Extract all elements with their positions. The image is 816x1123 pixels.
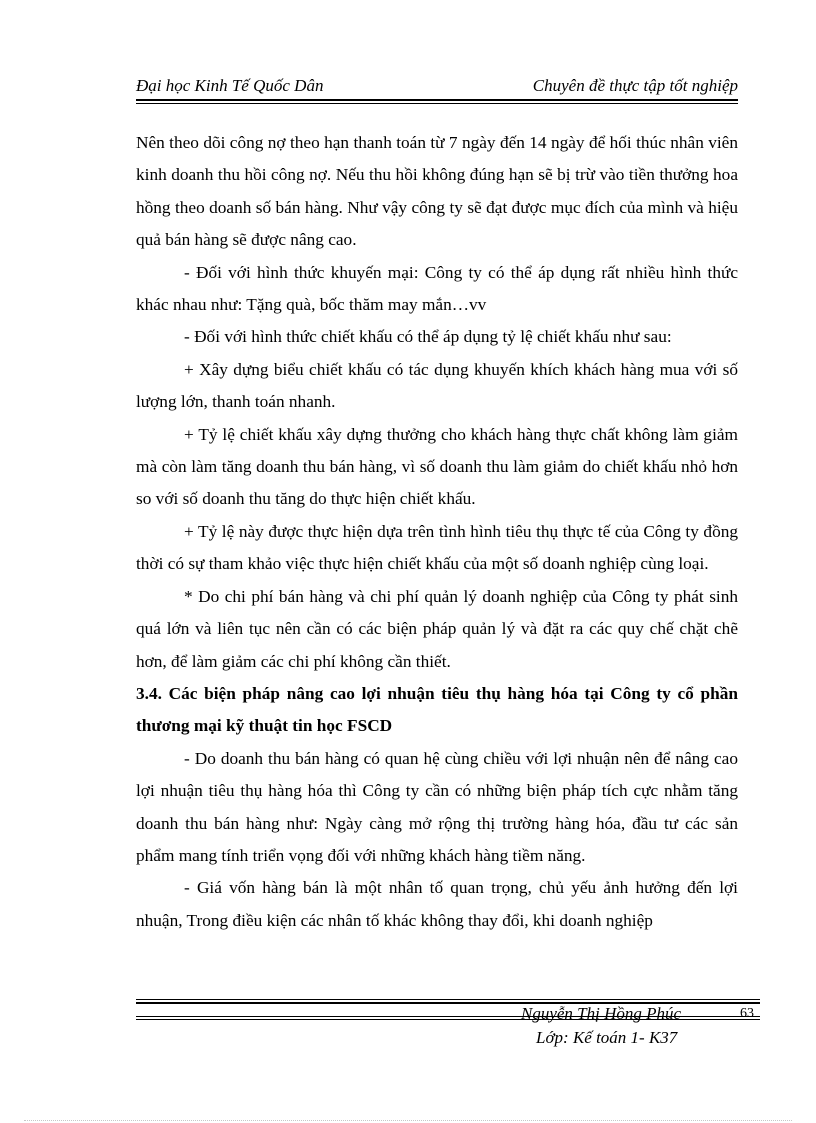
paragraph-discount-basis: + Tỷ lệ này được thực hiện dựa trên tình hình tiêu thụ thực tế của Công ty đồng thời có sự tham khảo việc thực hiện chiết khấu của một số doanh nghiệp cùng loại. bbox=[136, 521, 738, 574]
footer-author: Nguyễn Thị Hồng Phúc bbox=[521, 1004, 682, 1023]
header-report-title: Chuyên đề thực tập tốt nghiệp bbox=[532, 76, 738, 95]
paragraph-debt-tracking: Nên theo dõi công nợ theo hạn thanh toán từ 7 ngày đến 14 ngày để hối thúc nhân viên kinh doanh thu hồi công nợ. Nếu thu hồi không đúng hạn sẽ bị trừ vào tiền thưởng hoa hồng theo doanh số bán hàng. Như vậy công ty sẽ đạt được mục đích của mình và hiệu quả bán hàng sẽ được nâng cao. bbox=[136, 133, 738, 250]
page-header bbox=[136, 76, 738, 100]
document-body bbox=[136, 127, 738, 937]
paragraph-discount-schedule: + Xây dựng biểu chiết khấu có tác dụng khuyến khích khách hàng mua với số lượng lớn, thanh toán nhanh. bbox=[136, 359, 738, 412]
footer-rule bbox=[136, 999, 760, 1000]
page-edge-divider bbox=[24, 1120, 792, 1121]
paragraph-discount-rate: + Tỷ lệ chiết khấu xây dựng thưởng cho khách hàng thực chất không làm giảm mà còn làm tăng doanh thu bán hàng, vì số doanh thu làm giảm do chiết khấu nhỏ hơn so với số doanh thu tăng do thực hiện chiết khấu. bbox=[136, 424, 738, 509]
header-university: Đại học Kinh Tế Quốc Dân bbox=[136, 76, 324, 95]
footer-class: Lớp: Kế toán 1- K37 bbox=[536, 1028, 678, 1047]
header-rule bbox=[136, 99, 738, 101]
paragraph-cost-of-goods: - Giá vốn hàng bán là một nhân tố quan trọng, chủ yếu ảnh hưởng đến lợi nhuận, Trong điều kiện các nhân tố khác không thay đổi, khi doanh nghiệp bbox=[136, 878, 738, 930]
paragraph-discount-intro: - Đối với hình thức chiết khấu có thể áp dụng tỷ lệ chiết khấu như sau: bbox=[184, 327, 672, 347]
paragraph-expenses: * Do chi phí bán hàng và chi phí quản lý doanh nghiệp của Công ty phát sinh quá lớn và liên tục nên cần có các biện pháp quản lý và đặt ra các quy chế chặt chẽ hơn, để làm giảm các chi phí không cần thiết. bbox=[136, 586, 738, 671]
paragraph-promotion: - Đối với hình thức khuyến mại: Công ty có thể áp dụng rất nhiều hình thức khác nhau như: Tặng quà, bốc thăm may mắn…vv bbox=[136, 262, 738, 315]
section-heading: 3.4. Các biện pháp nâng cao lợi nhuận tiêu thụ hàng hóa tại Công ty cổ phần thương mại kỹ thuật tin học FSCD bbox=[136, 683, 738, 736]
header-rule-thin bbox=[136, 103, 738, 104]
paragraph-revenue: - Do doanh thu bán hàng có quan hệ cùng chiều với lợi nhuận nên để nâng cao lợi nhuận tiêu thụ hàng hóa thì Công ty cần có những biện pháp tích cực nhằm tăng doanh thu bán hàng như: Ngày càng mở rộng thị trường hàng hóa, đầu tư các sản phẩm mang tính triển vọng đối với những khách hàng tiềm năng. bbox=[136, 748, 738, 865]
page-number: 63 bbox=[740, 1006, 754, 1021]
